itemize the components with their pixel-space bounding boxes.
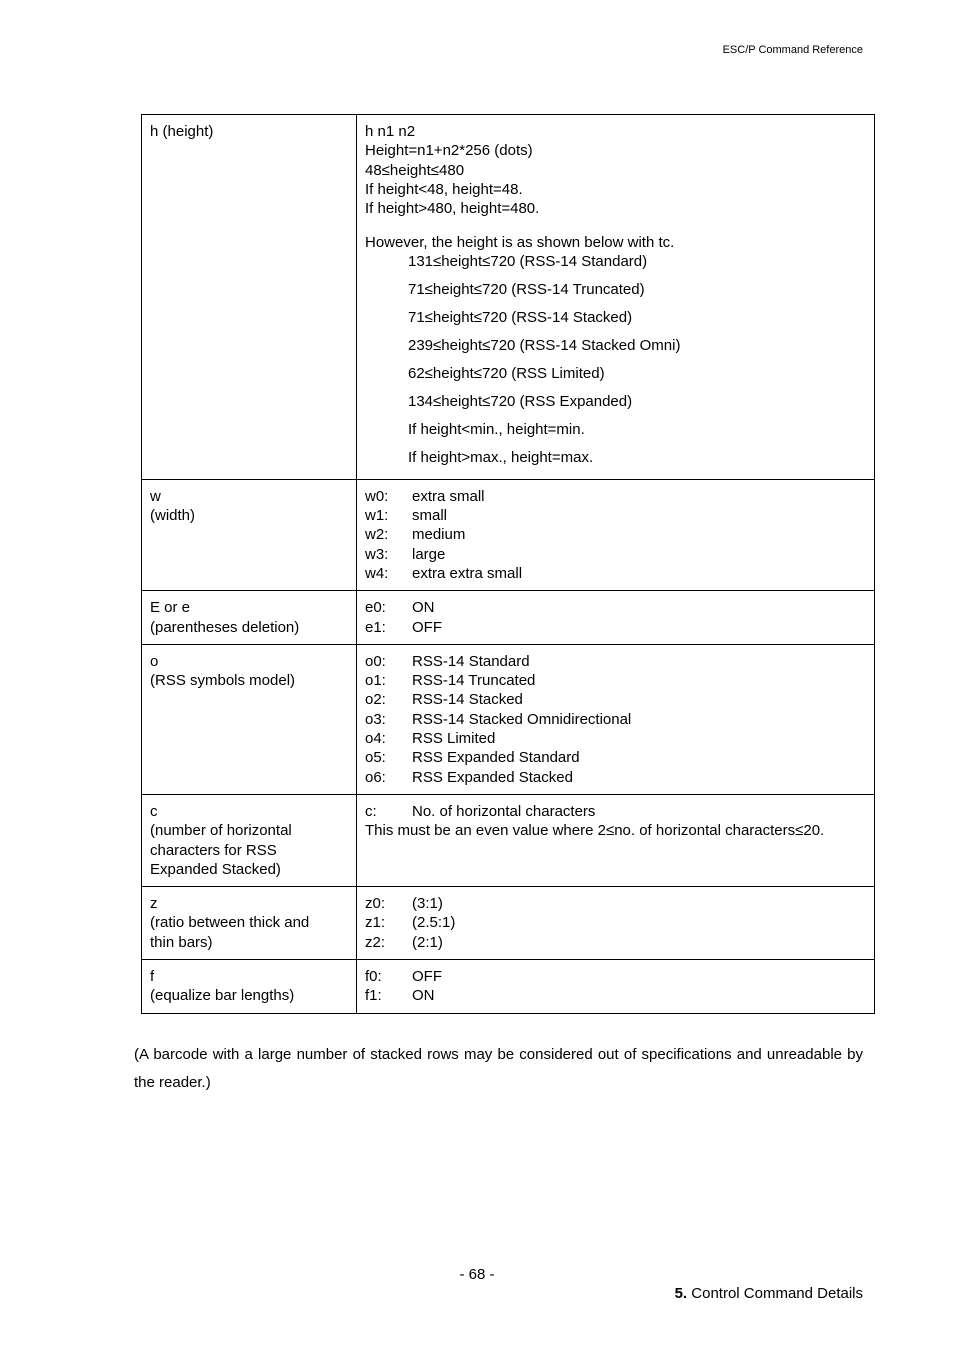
option-value: large xyxy=(412,545,446,563)
page-header: ESC/P Command Reference xyxy=(722,44,863,56)
option-key: w4: xyxy=(365,564,389,582)
parameter-label: c xyxy=(150,802,158,820)
option-value: medium xyxy=(412,526,466,544)
option-key: o0: xyxy=(365,652,386,670)
option-item xyxy=(365,894,866,913)
description-cell xyxy=(357,794,875,886)
parameter-table xyxy=(141,114,875,1014)
option-item xyxy=(365,802,866,821)
page-number: - 68 - xyxy=(459,1266,495,1283)
option-key: w3: xyxy=(365,545,389,563)
option-value: RSS-14 Truncated xyxy=(412,672,536,690)
option-value: ON xyxy=(412,599,435,617)
option-item xyxy=(365,598,866,617)
option-value: No. of horizontal characters xyxy=(412,802,596,820)
option-key: z0: xyxy=(365,895,386,913)
option-key: o6: xyxy=(365,768,386,786)
description-line: Height=n1+n2*256 (dots) xyxy=(365,142,533,160)
description-cell xyxy=(357,479,875,590)
parameter-label: (parentheses deletion) xyxy=(150,618,300,636)
spacer xyxy=(365,218,866,233)
description-line: If height<48, height=48. xyxy=(365,180,523,198)
parameter-label: (number of horizontal xyxy=(150,822,292,840)
table-row xyxy=(142,591,875,645)
parameter-label: (RSS symbols model) xyxy=(150,672,296,690)
chapter-title: Control Command Details xyxy=(691,1285,863,1302)
description-cell xyxy=(357,591,875,645)
option-key: w0: xyxy=(365,487,389,505)
parameter-label: h (height) xyxy=(150,123,214,140)
option-item xyxy=(365,525,866,544)
parameter-cell xyxy=(142,887,357,960)
option-key: z1: xyxy=(365,914,386,932)
option-item xyxy=(365,710,866,729)
option-key: c: xyxy=(365,802,377,820)
option-key: o3: xyxy=(365,710,386,728)
parameter-label: Expanded Stacked) xyxy=(150,860,281,878)
option-item xyxy=(365,690,866,709)
option-value: (3:1) xyxy=(412,895,443,913)
option-item xyxy=(365,564,866,583)
parameter-cell xyxy=(142,591,357,645)
option-value: small xyxy=(412,507,448,525)
table-row xyxy=(142,887,875,960)
table-row xyxy=(142,479,875,590)
option-value: RSS Expanded Stacked xyxy=(412,768,573,786)
description-line: If height>480, height=480. xyxy=(365,200,540,218)
description-cell xyxy=(357,887,875,960)
option-key: w2: xyxy=(365,526,389,544)
option-item xyxy=(365,487,866,506)
parameter-label: characters for RSS xyxy=(150,841,277,859)
parameter-label: (equalize bar lengths) xyxy=(150,987,295,1005)
parameter-label: o xyxy=(150,652,159,670)
description-note: However, the height is as shown below with tc. xyxy=(365,234,675,252)
option-key: f0: xyxy=(365,968,382,986)
height-range-line: 71≤height≤720 (RSS-14 Stacked) xyxy=(408,308,633,326)
table-row xyxy=(142,794,875,886)
option-item xyxy=(365,986,866,1005)
option-key: e1: xyxy=(365,618,386,636)
option-item xyxy=(365,652,866,671)
description-line: h n1 n2 xyxy=(365,123,416,140)
option-value: OFF xyxy=(412,968,442,986)
option-value: RSS-14 Stacked Omnidirectional xyxy=(412,710,632,728)
parameter-label: E or e xyxy=(150,599,191,617)
description-line: 48≤height≤480 xyxy=(365,161,465,179)
parameter-cell xyxy=(142,115,357,480)
option-key: o1: xyxy=(365,672,386,690)
option-key: o5: xyxy=(365,749,386,767)
description-cell xyxy=(357,115,875,480)
option-item xyxy=(365,729,866,748)
option-value: RSS-14 Standard xyxy=(412,652,530,670)
chapter-footer xyxy=(675,1285,863,1302)
parameter-label: f xyxy=(150,968,155,986)
table-row xyxy=(142,644,875,794)
option-value: RSS Expanded Standard xyxy=(412,749,580,767)
option-item xyxy=(365,618,866,637)
option-item xyxy=(365,748,866,767)
height-range-line: 239≤height≤720 (RSS-14 Stacked Omni) xyxy=(408,336,681,354)
option-item xyxy=(365,913,866,932)
option-item xyxy=(365,671,866,690)
option-value: OFF xyxy=(412,618,442,636)
description-extra: This must be an even value where 2≤no. of horizontal characters≤20. xyxy=(365,822,825,840)
option-key: w1: xyxy=(365,507,389,525)
option-item xyxy=(365,545,866,564)
option-item xyxy=(365,506,866,525)
parameter-label: thin bars) xyxy=(150,933,213,951)
option-value: (2.5:1) xyxy=(412,914,456,932)
parameter-cell xyxy=(142,479,357,590)
option-value: extra small xyxy=(412,487,485,505)
option-key: e0: xyxy=(365,599,386,617)
option-item xyxy=(365,933,866,952)
parameter-cell xyxy=(142,960,357,1014)
parameter-label: z xyxy=(150,895,158,913)
height-range-line: If height>max., height=max. xyxy=(408,448,594,466)
height-range-line: 62≤height≤720 (RSS Limited) xyxy=(408,364,605,382)
parameter-cell xyxy=(142,644,357,794)
option-value: extra extra small xyxy=(412,564,523,582)
height-range-line: If height<min., height=min. xyxy=(408,420,585,438)
option-key: o4: xyxy=(365,730,386,748)
option-key: o2: xyxy=(365,691,386,709)
table-row xyxy=(142,115,875,480)
parameter-label: (width) xyxy=(150,507,196,525)
option-item xyxy=(365,967,866,986)
description-cell xyxy=(357,644,875,794)
chapter-number: 5. xyxy=(674,1285,688,1302)
option-value: RSS-14 Stacked xyxy=(412,691,523,709)
option-value: (2:1) xyxy=(412,933,443,951)
barcode-note: (A barcode with a large number of stacked rows may be considered out of specifications and unreadable by the reader.) xyxy=(134,1046,863,1091)
parameter-label: (ratio between thick and xyxy=(150,914,310,932)
parameter-label: w xyxy=(150,487,161,505)
option-key: f1: xyxy=(365,987,382,1005)
description-cell xyxy=(357,960,875,1014)
height-range-line: 131≤height≤720 (RSS-14 Standard) xyxy=(408,252,648,270)
table-row xyxy=(142,960,875,1014)
option-value: RSS Limited xyxy=(412,730,496,748)
option-key: z2: xyxy=(365,933,386,951)
parameter-cell xyxy=(142,794,357,886)
height-range-line: 71≤height≤720 (RSS-14 Truncated) xyxy=(408,280,645,298)
option-item xyxy=(365,768,866,787)
height-range-line: 134≤height≤720 (RSS Expanded) xyxy=(408,392,633,410)
option-value: ON xyxy=(412,987,435,1005)
